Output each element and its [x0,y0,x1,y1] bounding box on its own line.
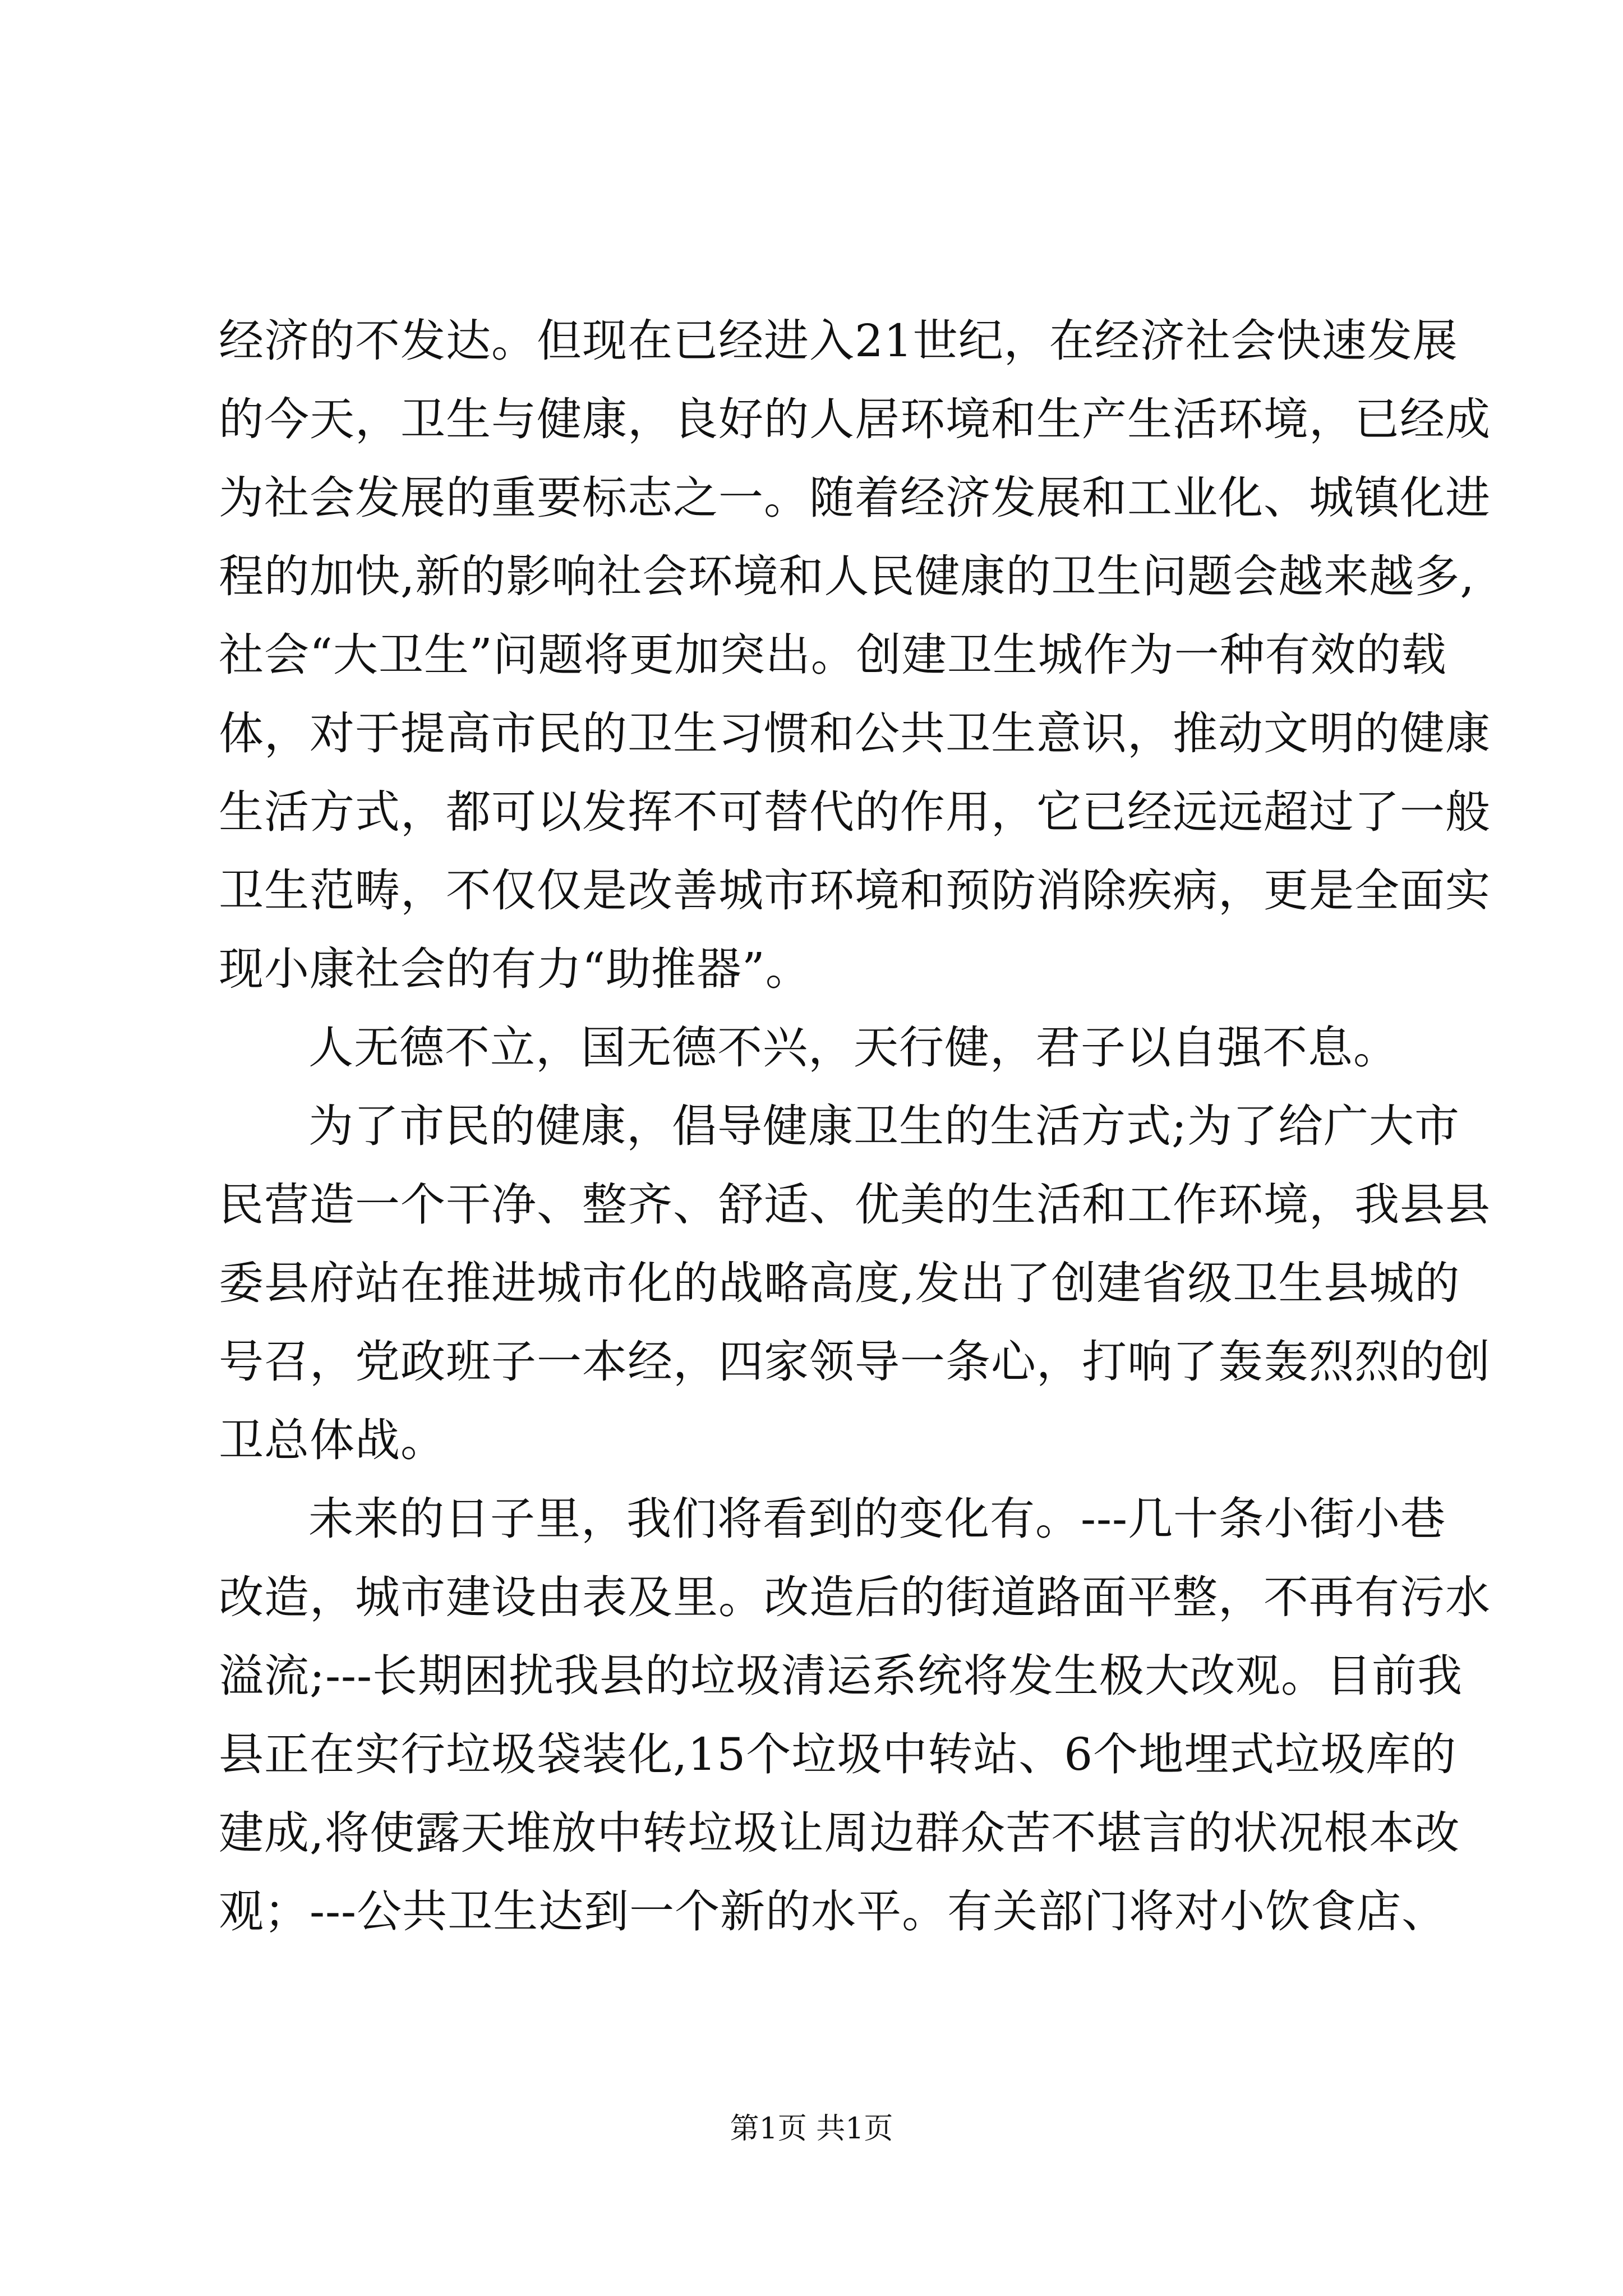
text-line: 县正在实行垃圾袋装化,15个垃圾中转站、6个地埋式垃圾库的 [219,1728,1457,1780]
text-line: 改造，城市建设由表及里。改造后的街道路面平整，不再有污水 [219,1571,1491,1623]
text-line: 溢流;---长期困扰我县的垃圾清运系统将发生极大改观。目前我 [219,1650,1463,1702]
text-line: 建成,将使露天堆放中转垃圾让周边群众苦不堪言的状况根本改 [219,1807,1460,1859]
page-footer: 第1页 共1页 [730,2112,893,2146]
text-line: 为社会发展的重要标志之一。随着经济发展和工业化、城镇化进 [219,472,1491,524]
document-body [219,302,1491,1951]
text-line: 生活方式，都可以发挥不可替代的作用，它已经远远超过了一般 [219,786,1491,838]
text-line: 观；---公共卫生达到一个新的水平。有关部门将对小饮食店、 [219,1885,1447,1938]
text-line: 委县府站在推进城市化的战略高度,发出了创建省级卫生县城的 [219,1257,1460,1309]
text-line: 为了市民的健康，倡导健康卫生的生活方式;为了给广大市 [308,1100,1460,1152]
text-line: 未来的日子里，我们将看到的变化有。---几十条小街小巷 [308,1493,1446,1545]
text-line: 程的加快,新的影响社会环境和人民健康的卫生问题会越来越多, [219,550,1475,602]
text-line: 社会“大卫生”问题将更加突出。创建卫生城作为一种有效的载 [219,629,1447,681]
text-line: 人无德不立，国无德不兴，天行健，君子以自强不息。 [308,1022,1399,1074]
text-line: 经济的不发达。但现在已经进入21世纪，在经济社会快速发展 [219,315,1458,367]
text-line: 现小康社会的有力“助推器”。 [219,943,811,995]
text-line: 民营造一个干净、整齐、舒适、优美的生活和工作环境，我县县 [219,1179,1491,1231]
text-line: 的今天，卫生与健康，良好的人居环境和生产生活环境，已经成 [219,393,1491,445]
text-line: 体，对于提高市民的卫生习惯和公共卫生意识，推动文明的健康 [219,707,1491,760]
text-line: 卫生范畴，不仅仅是改善城市环境和预防消除疾病，更是全面实 [219,864,1491,917]
text-line: 卫总体战。 [219,1414,446,1466]
text-line: 号召，党政班子一本经，四家领导一条心，打响了轰轰烈烈的创 [219,1336,1491,1388]
